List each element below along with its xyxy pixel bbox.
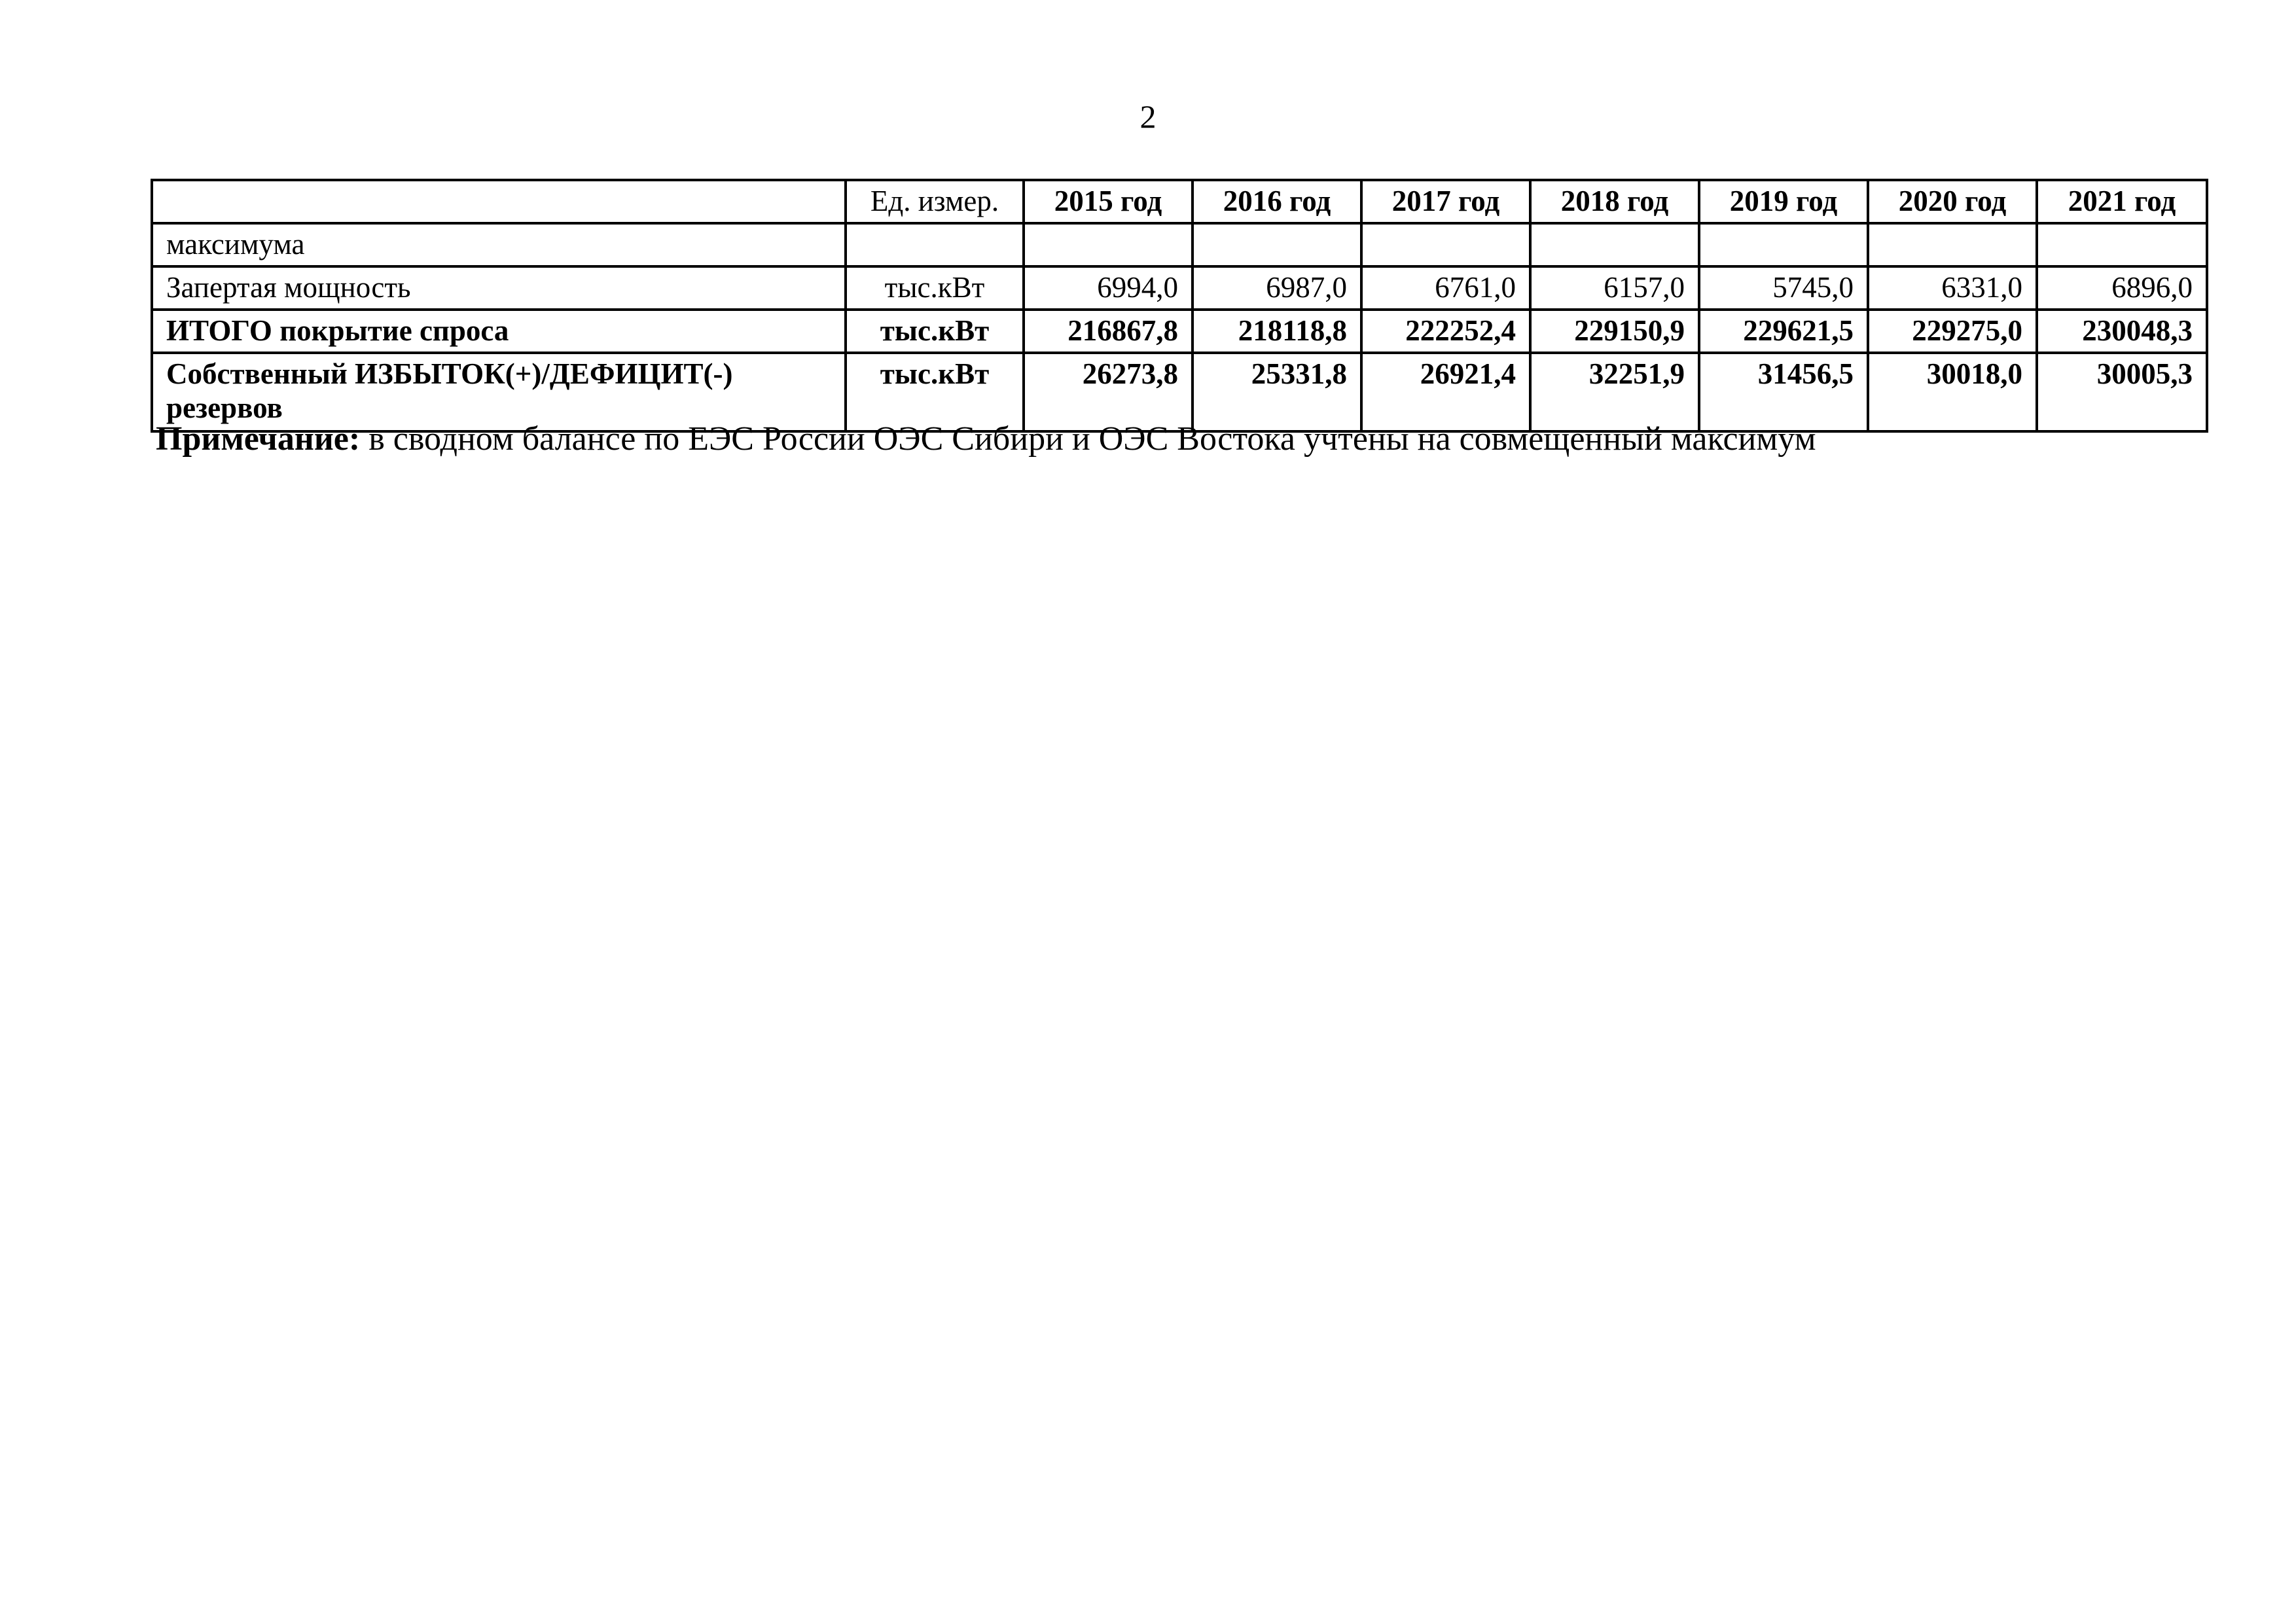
table-header-row (152, 180, 2207, 223)
value-cell: 5745,0 (1699, 266, 1868, 310)
row-name-cell: ИТОГО покрытие спроса (152, 310, 846, 353)
value-cell (1361, 223, 1530, 266)
header-name-cell (152, 180, 846, 223)
value-cell: 6994,0 (1024, 266, 1193, 310)
value-cell: 6896,0 (2037, 266, 2207, 310)
header-year-2016: 2016 год (1193, 180, 1361, 223)
table-row-locked-capacity (152, 266, 2207, 310)
header-year-2020: 2020 год (1868, 180, 2037, 223)
row-unit-cell: тыс.кВт (846, 353, 1024, 431)
row-unit-cell: тыс.кВт (846, 266, 1024, 310)
value-cell: 32251,9 (1530, 353, 1699, 431)
table-note (156, 419, 1816, 460)
value-cell: 30018,0 (1868, 353, 2037, 431)
row-name-cell: максимума (152, 223, 846, 266)
value-cell (2037, 223, 2207, 266)
value-cell: 6331,0 (1868, 266, 2037, 310)
page-number: 2 (1139, 98, 1157, 135)
value-cell: 216867,8 (1024, 310, 1193, 353)
value-cell: 25331,8 (1193, 353, 1361, 431)
power-balance-table (151, 179, 2208, 433)
table-row-maximum (152, 223, 2207, 266)
value-cell: 229150,9 (1530, 310, 1699, 353)
row-name-cell: Собственный ИЗБЫТОК(+)/ДЕФИЦИТ(-) резервов (152, 353, 846, 431)
note-label: Примечание: (156, 420, 361, 458)
header-unit-cell: Ед. измер. (846, 180, 1024, 223)
value-cell: 222252,4 (1361, 310, 1530, 353)
table-row-total-demand-coverage (152, 310, 2207, 353)
value-cell: 31456,5 (1699, 353, 1868, 431)
value-cell: 6157,0 (1530, 266, 1699, 310)
value-cell (1699, 223, 1868, 266)
value-cell: 30005,3 (2037, 353, 2207, 431)
header-year-2019: 2019 год (1699, 180, 1868, 223)
row-unit-cell (846, 223, 1024, 266)
value-cell (1193, 223, 1361, 266)
value-cell: 230048,3 (2037, 310, 2207, 353)
header-year-2018: 2018 год (1530, 180, 1699, 223)
header-year-2017: 2017 год (1361, 180, 1530, 223)
value-cell (1024, 223, 1193, 266)
note-text: в сводном балансе по ЕЭС России ОЭС Сибири и ОЭС Востока учтены на совмещенный максимум (360, 420, 1816, 458)
value-cell: 6761,0 (1361, 266, 1530, 310)
value-cell (1530, 223, 1699, 266)
value-cell: 218118,8 (1193, 310, 1361, 353)
value-cell: 26273,8 (1024, 353, 1193, 431)
row-unit-cell: тыс.кВт (846, 310, 1024, 353)
value-cell: 229621,5 (1699, 310, 1868, 353)
value-cell: 26921,4 (1361, 353, 1530, 431)
row-name-cell: Запертая мощность (152, 266, 846, 310)
header-year-2021: 2021 год (2037, 180, 2207, 223)
header-year-2015: 2015 год (1024, 180, 1193, 223)
value-cell: 229275,0 (1868, 310, 2037, 353)
value-cell: 6987,0 (1193, 266, 1361, 310)
value-cell (1868, 223, 2037, 266)
